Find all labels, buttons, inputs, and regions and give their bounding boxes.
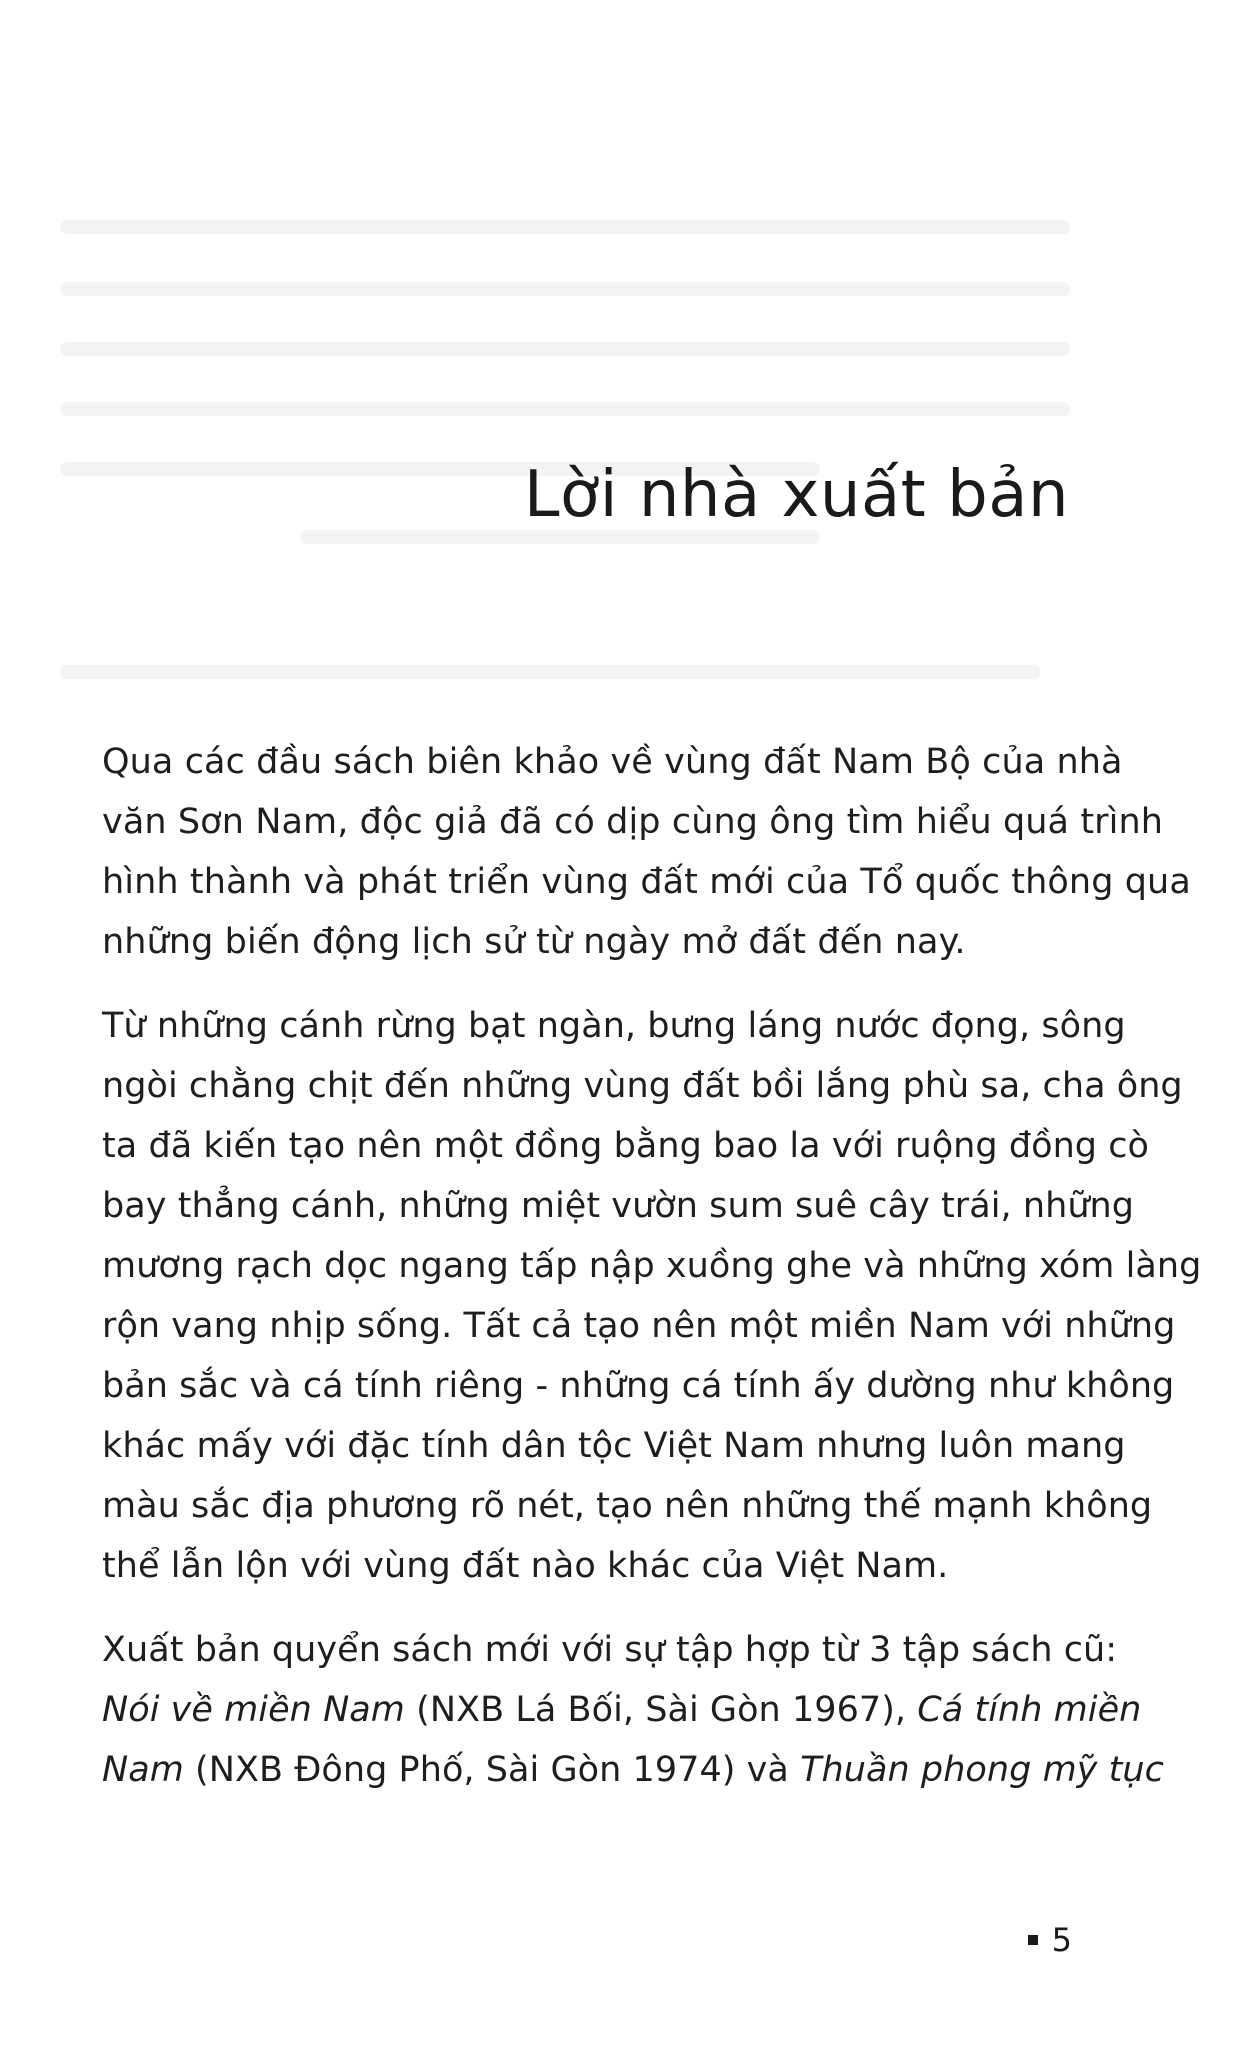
chapter-title: Lời nhà xuất bản bbox=[523, 458, 1069, 532]
show-through-texture bbox=[60, 220, 1070, 234]
square-bullet-icon bbox=[1028, 1935, 1038, 1945]
show-through-texture bbox=[60, 402, 1070, 416]
text-line: những biến động lịch sử từ ngày mở đất đến nay. bbox=[102, 922, 966, 962]
text-line: khác mấy với đặc tính dân tộc Việt Nam nhưng luôn mang bbox=[102, 1426, 1126, 1466]
text-fragment: (NXB Lá Bối, Sài Gòn 1967), bbox=[404, 1690, 918, 1730]
text-line: ta đã kiến tạo nên một đồng bằng bao la với ruộng đồng cò bbox=[102, 1126, 1150, 1166]
text-line: bay thẳng cánh, những miệt vườn sum suê cây trái, những bbox=[102, 1186, 1135, 1226]
text-fragment: (NXB Đông Phố, Sài Gòn 1974) và bbox=[183, 1750, 801, 1790]
text-line: Từ những cánh rừng bạt ngàn, bưng láng nước đọng, sông bbox=[102, 1006, 1126, 1046]
book-title-italic: Nam bbox=[102, 1750, 184, 1790]
text-line bbox=[102, 1740, 1164, 1800]
text-line: Xuất bản quyển sách mới với sự tập hợp từ 3 tập sách cũ: bbox=[102, 1630, 1118, 1670]
text-line: mương rạch dọc ngang tấp nập xuồng ghe và những xóm làng bbox=[102, 1246, 1202, 1286]
book-title-italic: Cá tính miền bbox=[917, 1690, 1142, 1730]
text-line: Qua các đầu sách biên khảo về vùng đất Nam Bộ của nhà bbox=[102, 742, 1123, 782]
book-title-italic: Thuần phong mỹ tục bbox=[800, 1750, 1164, 1790]
show-through-texture bbox=[60, 665, 1040, 679]
show-through-texture bbox=[60, 342, 1070, 356]
body-text bbox=[102, 732, 1202, 1824]
show-through-texture bbox=[60, 282, 1070, 296]
paragraph-2 bbox=[102, 996, 1202, 1596]
page-footer bbox=[1028, 1920, 1072, 1960]
text-line bbox=[102, 1680, 1142, 1740]
text-line: ngòi chằng chịt đến những vùng đất bồi lắng phù sa, cha ông bbox=[102, 1066, 1183, 1106]
text-line: màu sắc địa phương rõ nét, tạo nên những thế mạnh không bbox=[102, 1486, 1153, 1526]
text-line: thể lẫn lộn với vùng đất nào khác của Việt Nam. bbox=[102, 1546, 949, 1586]
page-number: 5 bbox=[1051, 1921, 1072, 1959]
paragraph-1 bbox=[102, 732, 1191, 972]
text-line: văn Sơn Nam, độc giả đã có dịp cùng ông tìm hiểu quá trình bbox=[102, 802, 1164, 842]
book-title-italic: Nói về miền Nam bbox=[102, 1690, 405, 1730]
paragraph-3 bbox=[102, 1620, 1164, 1800]
text-line: hình thành và phát triển vùng đất mới của Tổ quốc thông qua bbox=[102, 862, 1191, 902]
text-line: bản sắc và cá tính riêng - những cá tính ấy dường như không bbox=[102, 1366, 1175, 1406]
text-line: rộn vang nhịp sống. Tất cả tạo nên một miền Nam với những bbox=[102, 1306, 1176, 1346]
